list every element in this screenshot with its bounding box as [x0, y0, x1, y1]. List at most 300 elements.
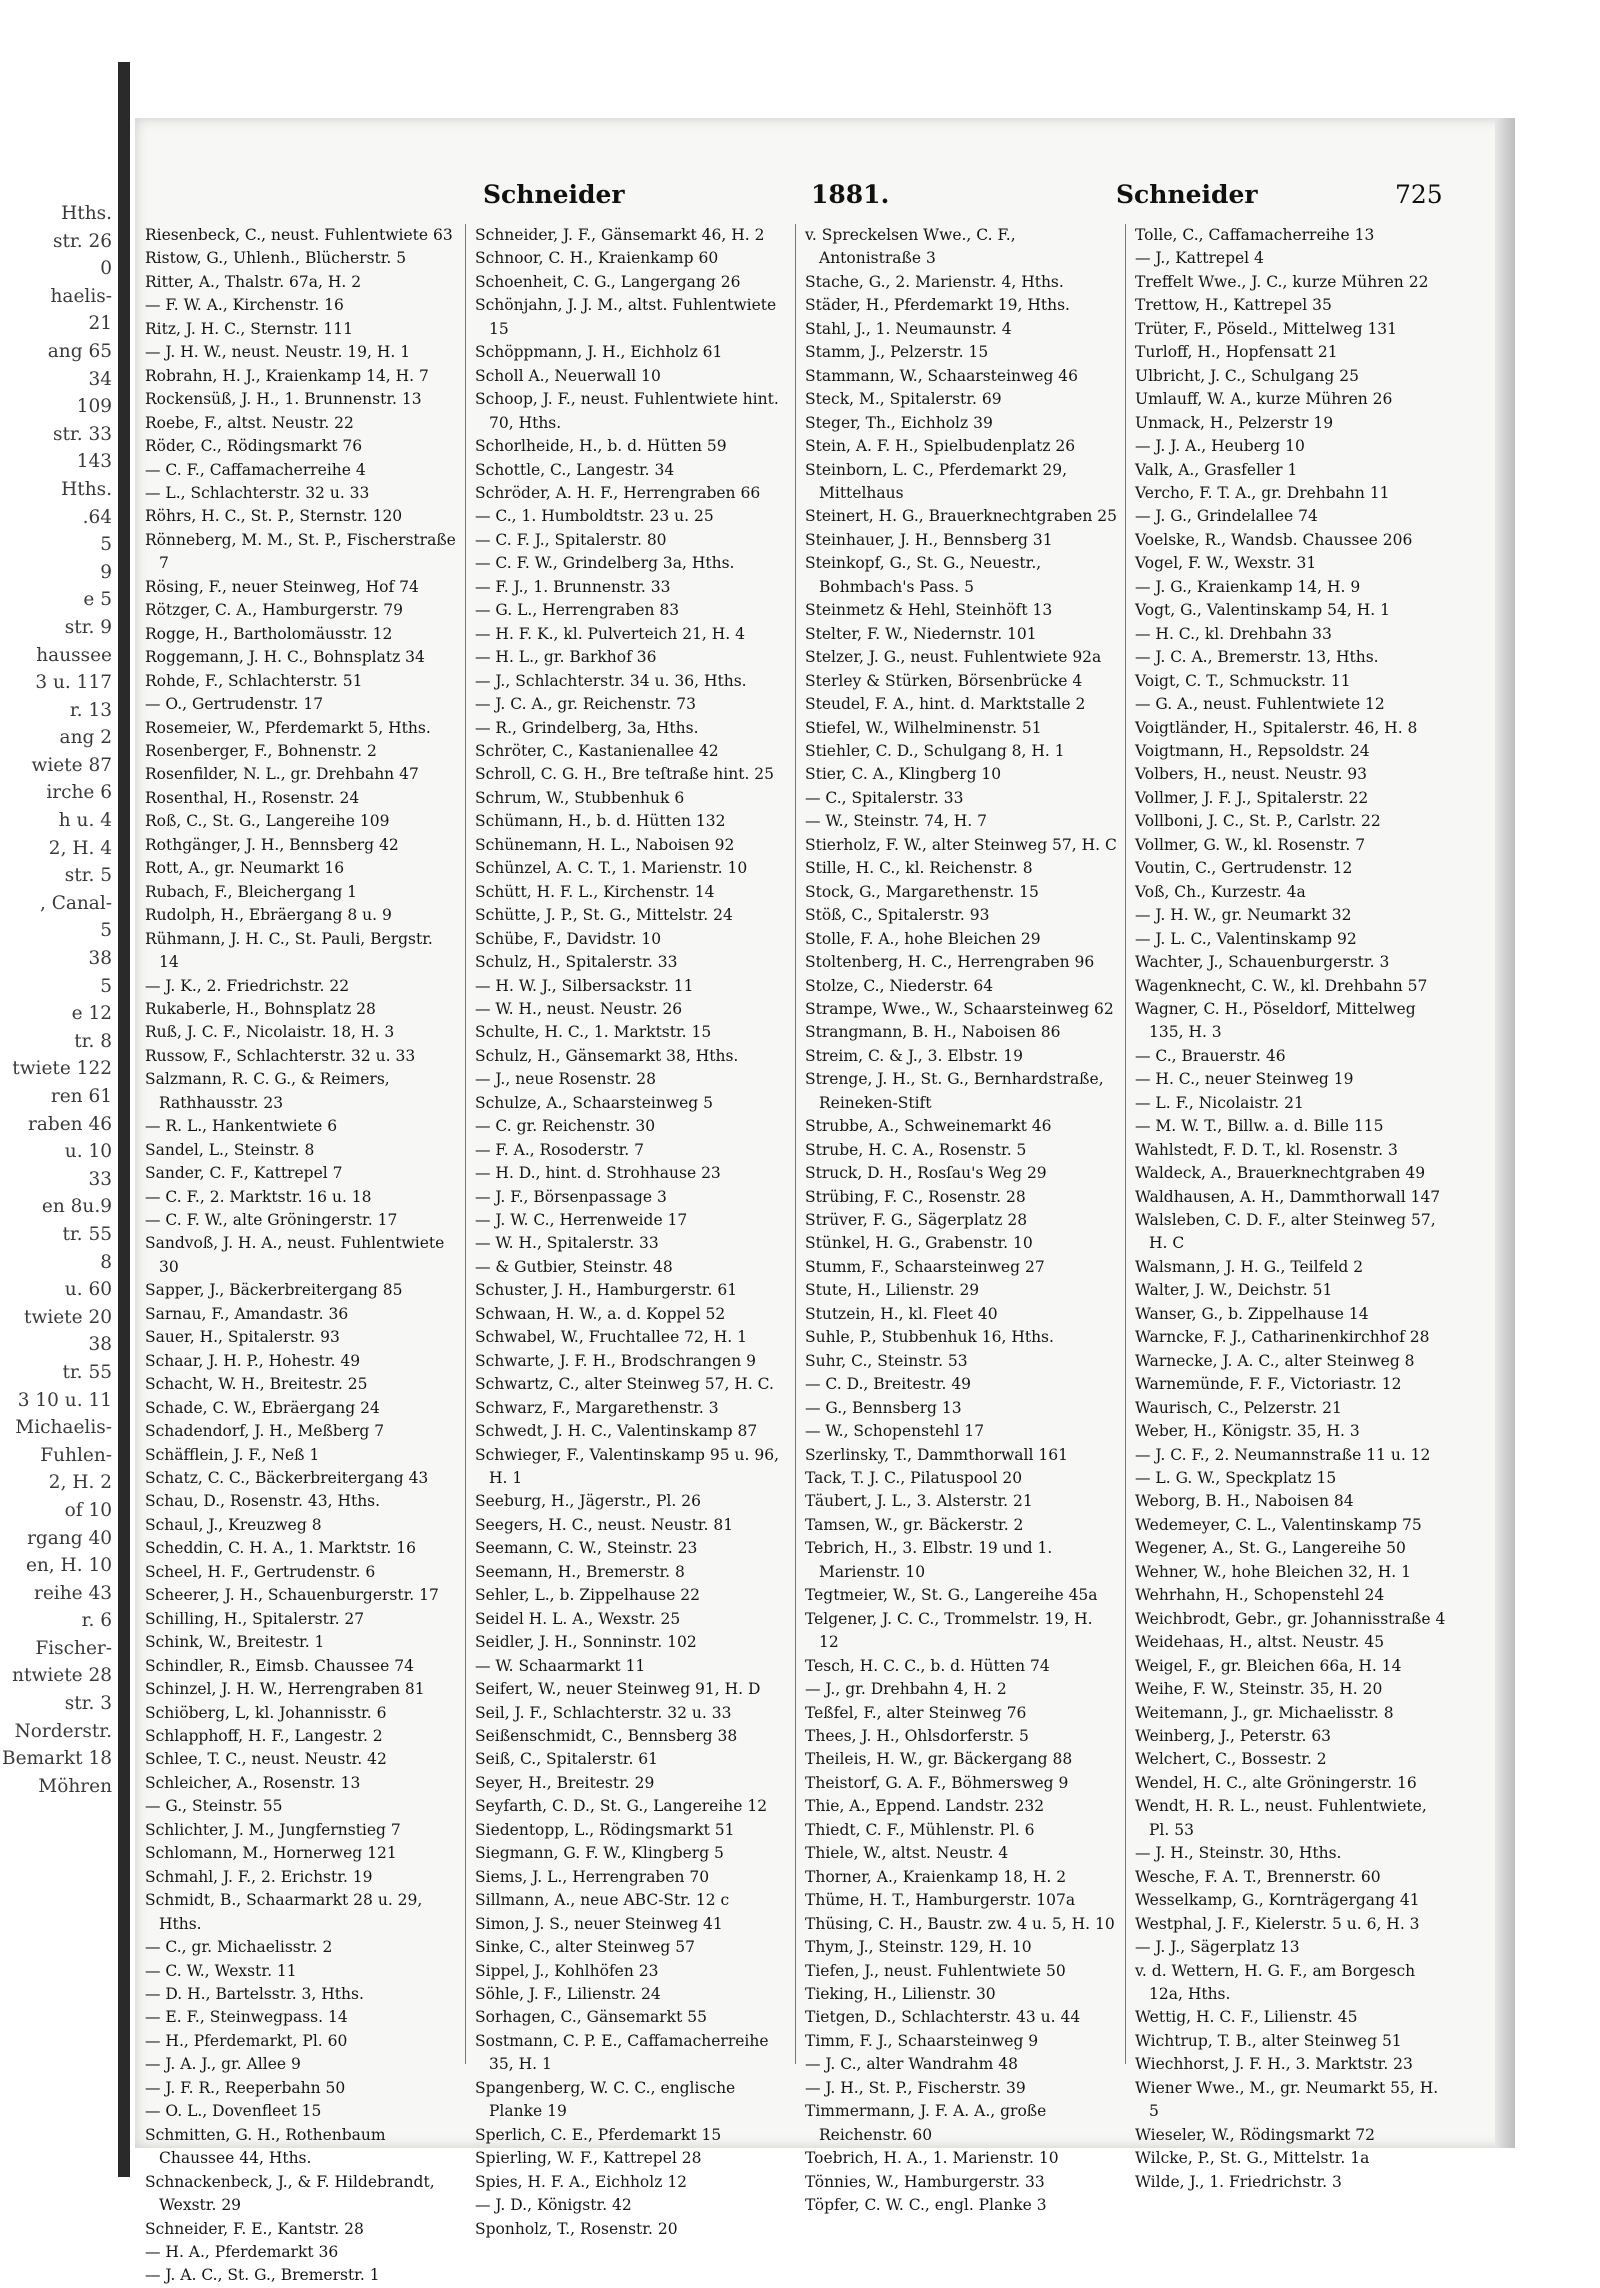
directory-entry: Rudolph, H., Ebräergang 8 u. 9	[145, 906, 392, 925]
directory-entry: Voigt, C. T., Schmuckstr. 11	[1135, 671, 1351, 690]
directory-entry: Scheddin, C. H. A., 1. Marktstr. 16	[145, 1539, 416, 1558]
directory-entry: Schünemann, H. L., Naboisen 92	[475, 835, 735, 854]
page-header	[185, 180, 1485, 214]
prev-page-line: 34	[88, 368, 112, 390]
directory-entry: Schottle, C., Langestr. 34	[475, 460, 675, 479]
directory-entry: Steger, Th., Eichholz 39	[805, 413, 993, 432]
directory-entry: Stolze, C., Niederstr. 64	[805, 976, 994, 995]
directory-entry: — C. F., 2. Marktstr. 16 u. 18	[145, 1187, 372, 1206]
directory-entry: Schübe, F., Davidstr. 10	[475, 929, 662, 948]
directory-entry: Wiechhorst, J. F. H., 3. Marktstr. 23	[1135, 2055, 1413, 2074]
directory-entry: — H. W. J., Silbersackstr. 11	[475, 976, 694, 995]
directory-entry: Treffelt Wwe., J. C., kurze Mühren 22	[1135, 272, 1429, 291]
directory-entry: Stache, G., 2. Marienstr. 4, Hths.	[805, 272, 1064, 291]
directory-entry: — J. F., Börsenpassage 3	[475, 1187, 667, 1206]
directory-entry: — J. C. A., Bremerstr. 13, Hths.	[1135, 648, 1379, 667]
directory-entry: Tack, T. J. C., Pilatuspool 20	[805, 1469, 1023, 1488]
directory-entry: — C. W., Wexstr. 11	[145, 1961, 297, 1980]
directory-entry: Seißenschmidt, C., Bennsberg 38	[475, 1727, 738, 1745]
directory-entry: — H. C., kl. Drehbahn 33	[1135, 624, 1332, 643]
directory-entry: — F. J., 1. Brunnenstr. 33	[475, 577, 671, 596]
directory-entry: — C. F. J., Spitalerstr. 80	[475, 530, 667, 549]
directory-entry: Steinert, H. G., Brauerknechtgraben 25	[805, 507, 1117, 526]
directory-entry: Thie, A., Eppend. Landstr. 232	[805, 1797, 1045, 1816]
directory-entry: Schwabel, W., Fruchtallee 72, H. 1	[475, 1328, 747, 1347]
directory-entry: Thüsing, C. H., Baustr. zw. 4 u. 5, H. 10	[805, 1914, 1115, 1933]
directory-entry: Salzmann, R. C. G., & Reimers, Rathhausstr. 23	[145, 1070, 390, 1112]
prev-page-line: Möhren	[38, 1775, 112, 1797]
directory-entry: — J., neue Rosenstr. 28	[475, 1070, 657, 1089]
directory-entry: — L. F., Nicolaistr. 21	[1135, 1093, 1304, 1112]
prev-page-line: str. 3	[64, 1693, 112, 1715]
prev-page-line: 5	[100, 975, 112, 997]
directory-entry: — F. W. A., Kirchenstr. 16	[145, 296, 344, 315]
directory-entry: Riesenbeck, C., neust. Fuhlentwiete 63	[145, 226, 453, 244]
directory-entry: — H., Pferdemarkt, Pl. 60	[145, 2031, 348, 2050]
directory-entry: Schleicher, A., Rosenstr. 13	[145, 1773, 361, 1792]
directory-entry: Seeburg, H., Jägerstr., Pl. 26	[475, 1492, 701, 1511]
directory-entry: — W., Schopenstehl 17	[805, 1422, 985, 1441]
prev-page-line: of 10	[64, 1499, 112, 1521]
directory-entry: — J., Schlachterstr. 34 u. 36, Hths.	[475, 671, 747, 690]
column-divider	[795, 224, 796, 2064]
scan-binding-edge	[118, 62, 130, 2177]
directory-entry: Siedentopp, L., Rödingsmarkt 51	[475, 1820, 735, 1839]
directory-entry: Voß, Ch., Kurzestr. 4a	[1135, 882, 1306, 901]
directory-entry: Seidel H. L. A., Wexstr. 25	[475, 1609, 681, 1628]
directory-entry: Rötzger, C. A., Hamburgerstr. 79	[145, 601, 403, 620]
directory-entry: Töpfer, C. W. C., engl. Planke 3	[805, 2196, 1047, 2215]
directory-entry: Schönjahn, J. J. M., altst. Fuhlentwiete 15	[475, 296, 777, 338]
directory-entry: Sterley & Stürken, Börsenbrücke 4	[805, 671, 1083, 690]
directory-entry: — J. C. F., 2. Neumannstraße 11 u. 12	[1135, 1445, 1431, 1464]
prev-page-line: r. 13	[69, 699, 112, 721]
directory-entry: Roebe, F., altst. Neustr. 22	[145, 413, 354, 432]
directory-entry: Valk, A., Grasfeller 1	[1135, 460, 1298, 479]
directory-entry: Schneider, J. F., Gänsemarkt 46, H. 2	[475, 226, 765, 244]
directory-entry: — R. L., Hankentwiete 6	[145, 1117, 338, 1136]
directory-entry: Rosenthal, H., Rosenstr. 24	[145, 788, 360, 807]
directory-entry: Rösing, F., neuer Steinweg, Hof 74	[145, 577, 419, 596]
directory-entry: Unmack, H., Pelzerstr 19	[1135, 413, 1334, 432]
directory-entry: — J. F. R., Reeperbahn 50	[145, 2078, 346, 2097]
prev-page-line: Norderstr.	[14, 1720, 112, 1742]
directory-entry: Stierholz, F. W., alter Steinweg 57, H. C	[805, 835, 1117, 854]
directory-entry: Rohde, F., Schlachterstr. 51	[145, 671, 363, 690]
prev-page-line: 2, H. 4	[48, 837, 112, 859]
prev-page-line: 8	[100, 1251, 112, 1273]
directory-entry: Seil, J. F., Schlachterstr. 32 u. 33	[475, 1703, 732, 1722]
directory-entry: Siems, J. L., Herrengraben 70	[475, 1867, 710, 1886]
previous-page-fragment	[0, 200, 112, 2000]
directory-entry: Seidler, J. H., Sonninstr. 102	[475, 1633, 697, 1652]
directory-entry: — J. D., Königstr. 42	[475, 2196, 632, 2215]
directory-entry: Schnackenbeck, J., & F. Hildebrandt, Wexstr. 29	[145, 2172, 435, 2215]
directory-entry: Tesch, H. C. C., b. d. Hütten 74	[805, 1656, 1050, 1675]
directory-entry: Wegener, A., St. G., Langereihe 50	[1135, 1539, 1406, 1558]
directory-entry: Schaul, J., Kreuzweg 8	[145, 1515, 322, 1534]
prev-page-line: r. 6	[81, 1610, 112, 1632]
directory-entry: Weihe, F. W., Steinstr. 35, H. 20	[1135, 1680, 1383, 1699]
directory-entry: — L. G. W., Speckplatz 15	[1135, 1469, 1337, 1488]
directory-entry: Roggemann, J. H. C., Bohnsplatz 34	[145, 648, 425, 667]
directory-entry: Timmermann, J. F. A. A., große Reichenstr. 60	[805, 2102, 1047, 2144]
prev-page-line: ren 61	[50, 1086, 112, 1107]
directory-entry: — J. K., 2. Friedrichstr. 22	[145, 976, 350, 995]
directory-entry: Stock, G., Margarethenstr. 15	[805, 882, 1039, 901]
prev-page-line: .64	[82, 506, 112, 528]
directory-entry: — G., Steinstr. 55	[145, 1797, 283, 1816]
directory-entry: Waldhausen, A. H., Dammthorwall 147	[1135, 1187, 1441, 1206]
directory-entry: Volbers, H., neust. Neustr. 93	[1135, 765, 1368, 784]
prev-page-line: 21	[88, 313, 112, 335]
prev-page-line: 9	[100, 561, 112, 583]
directory-entry: Vercho, F. T. A., gr. Drehbahn 11	[1135, 483, 1390, 502]
directory-entry: Sapper, J., Bäckerbreitergang 85	[145, 1281, 403, 1300]
directory-entry: Rott, A., gr. Neumarkt 16	[145, 859, 345, 878]
directory-entry: Ristow, G., Uhlenh., Blücherstr. 5	[145, 249, 407, 268]
directory-entry: Stahl, J., 1. Neumaunstr. 4	[805, 319, 1012, 338]
directory-entry: Weidehaas, H., altst. Neustr. 45	[1135, 1633, 1385, 1652]
directory-entry: — C. F. W., Grindelberg 3a, Hths.	[475, 554, 735, 573]
directory-entry: Theileis, H. W., gr. Bäckergang 88	[805, 1750, 1073, 1769]
directory-entry: Wesche, F. A. T., Brennerstr. 60	[1135, 1867, 1381, 1886]
directory-entry: Sippel, J., Kohlhöfen 23	[475, 1961, 659, 1980]
directory-entry: Steinborn, L. C., Pferdemarkt 29, Mittelhaus	[805, 460, 1068, 502]
prev-page-line: raben 46	[28, 1113, 112, 1135]
column-3	[805, 224, 1117, 2215]
directory-entry: Weinberg, J., Peterstr. 63	[1135, 1727, 1332, 1745]
directory-entry: Wettig, H. C. F., Lilienstr. 45	[1135, 2008, 1358, 2027]
header-year: 1881.	[811, 180, 890, 209]
directory-entry: — W. H., neust. Neustr. 26	[475, 999, 683, 1018]
directory-entry: Seifert, W., neuer Steinweg 91, H. D	[475, 1680, 761, 1699]
directory-entry: Strube, H. C. A., Rosenstr. 5	[805, 1140, 1027, 1159]
prev-page-line: irche 6	[46, 782, 112, 804]
page-fold-shadow	[1495, 118, 1515, 2148]
directory-entry: — G. A., neust. Fuhlentwiete 12	[1135, 695, 1385, 714]
directory-entry: Schlee, T. C., neust. Neustr. 42	[145, 1750, 387, 1769]
directory-entry: Wichtrup, T. B., alter Steinweg 51	[1135, 2031, 1402, 2050]
directory-entry: Weborg, B. H., Naboisen 84	[1135, 1492, 1354, 1511]
directory-entry: Stoltenberg, H. C., Herrengraben 96	[805, 953, 1095, 972]
directory-entry: Schünzel, A. C. T., 1. Marienstr. 10	[475, 859, 748, 878]
directory-entry: Schink, W., Breitestr. 1	[145, 1633, 325, 1652]
directory-entry: Tietgen, D., Schlachterstr. 43 u. 44	[805, 2008, 1081, 2027]
directory-entry: Wesselkamp, G., Kornträgergang 41	[1135, 1891, 1420, 1910]
directory-entry: Wiener Wwe., M., gr. Neumarkt 55, H. 5	[1135, 2078, 1439, 2121]
directory-entry: — W. H., Spitalerstr. 33	[475, 1234, 659, 1253]
directory-entry: Schiöberg, L, kl. Johannisstr. 6	[145, 1703, 387, 1722]
directory-entry: Sperlich, C. E., Pferdemarkt 15	[475, 2125, 722, 2144]
directory-entry: Ulbricht, J. C., Schulgang 25	[1135, 366, 1359, 385]
directory-entry: Sillmann, A., neue ABC-Str. 12 c	[475, 1891, 730, 1910]
directory-entry: Tieking, H., Lilienstr. 30	[805, 1984, 996, 2003]
directory-entry: Schwarz, F., Margarethenstr. 3	[475, 1398, 719, 1417]
directory-entry: Schinzel, J. H. W., Herrengraben 81	[145, 1680, 425, 1699]
prev-page-line: str. 26	[52, 230, 112, 252]
directory-entry: Städer, H., Pferdemarkt 19, Hths.	[805, 296, 1070, 315]
directory-entry: — R., Grindelberg, 3a, Hths.	[475, 718, 699, 737]
directory-entry: Schröter, C., Kastanienallee 42	[475, 741, 719, 760]
prev-page-line: 0	[100, 258, 112, 280]
directory-entry: Scheel, H. F., Gertrudenstr. 6	[145, 1562, 376, 1581]
prev-page-line: twiete 122	[12, 1058, 112, 1080]
directory-entry: Ruß, J. C. F., Nicolaistr. 18, H. 3	[145, 1023, 395, 1042]
directory-entry: Roß, C., St. G., Langereihe 109	[145, 812, 390, 831]
directory-entry: Sauer, H., Spitalerstr. 93	[145, 1328, 340, 1347]
directory-entry: Suhr, C., Steinstr. 53	[805, 1351, 968, 1370]
directory-entry: — C., 1. Humboldtstr. 23 u. 25	[475, 507, 714, 526]
prev-page-line: u. 60	[64, 1279, 112, 1301]
prev-page-line: 5	[100, 534, 112, 556]
directory-entry: Stille, H. C., kl. Reichenstr. 8	[805, 859, 1033, 878]
directory-entry: Robrahn, H. J., Kraienkamp 14, H. 7	[145, 366, 429, 385]
directory-entry: Westphal, J. F., Kielerstr. 5 u. 6, H. 3	[1135, 1914, 1420, 1933]
directory-entry: Rothgänger, J. H., Bennsberg 42	[145, 835, 399, 854]
directory-entry: Steck, M., Spitalerstr. 69	[805, 390, 1002, 409]
directory-entry: Wagenknecht, C. W., kl. Drehbahn 57	[1135, 976, 1428, 995]
directory-entry: Vollboni, J. C., St. P., Carlstr. 22	[1135, 812, 1381, 831]
directory-entry: Rosenberger, F., Bohnenstr. 2	[145, 741, 377, 760]
directory-entry: — C. F., Caffamacherreihe 4	[145, 460, 366, 479]
directory-entry: Schwaan, H. W., a. d. Koppel 52	[475, 1304, 726, 1323]
prev-page-line: 2, H. 2	[48, 1472, 112, 1494]
directory-entry: Vogel, F. W., Wexstr. 31	[1135, 554, 1317, 573]
directory-entry: Struck, D. H., Rosſau's Weg 29	[805, 1164, 1047, 1183]
prev-page-line: Fuhlen-	[40, 1444, 112, 1466]
directory-entry: Schümann, H., b. d. Hütten 132	[475, 812, 726, 831]
directory-entry: Röhrs, H. C., St. P., Sternstr. 120	[145, 507, 403, 526]
directory-entry: Siegmann, G. F. W., Klingberg 5	[475, 1844, 724, 1863]
prev-page-line: haussee	[36, 644, 112, 666]
directory-entry: Täubert, J. L., 3. Alsterstr. 21	[805, 1492, 1033, 1511]
directory-entry: Thüme, H. T., Hamburgerstr. 107a	[805, 1891, 1076, 1910]
directory-entry: Rosemeier, W., Pferdemarkt 5, Hths.	[145, 718, 431, 737]
prev-page-line: str. 9	[64, 616, 112, 638]
directory-entry: Strangmann, B. H., Naboisen 86	[805, 1023, 1061, 1042]
directory-entry: Steinhauer, J. H., Bennsberg 31	[805, 530, 1053, 549]
column-divider	[465, 224, 466, 2064]
directory-entry: Rukaberle, H., Bohnsplatz 28	[145, 999, 376, 1018]
directory-entry: Spierling, W. F., Kattrepel 28	[475, 2149, 702, 2168]
directory-entry: Vollmer, J. F. J., Spitalerstr. 22	[1135, 788, 1369, 807]
directory-entry: Schneider, F. E., Kantstr. 28	[145, 2219, 364, 2238]
directory-entry: Sarnau, F., Amandastr. 36	[145, 1304, 349, 1323]
prev-page-line: , Canal-	[39, 892, 112, 914]
directory-entry: Schlichter, J. M., Jungfernstieg 7	[145, 1820, 401, 1839]
directory-entry: Umlauff, W. A., kurze Mühren 26	[1135, 390, 1393, 409]
prev-page-line: 38	[88, 948, 112, 970]
directory-entry: Steinmetz & Hehl, Steinhöft 13	[805, 601, 1053, 620]
prev-page-line: h u. 4	[58, 810, 112, 832]
directory-entry: Stiehler, C. D., Schulgang 8, H. 1	[805, 741, 1065, 760]
prev-page-line: ang 65	[47, 340, 112, 362]
directory-entry: Wehner, W., hohe Bleichen 32, H. 1	[1135, 1562, 1411, 1581]
directory-entry: — J. A. C., St. G., Bremerstr. 1	[145, 2266, 380, 2285]
directory-entry: — H. C., neuer Steinweg 19	[1135, 1070, 1354, 1089]
directory-entry: Wendt, H. R. L., neust. Fuhlentwiete, Pl. 53	[1135, 1797, 1427, 1839]
directory-entry: Warncke, F. J., Catharinenkirchhof 28	[1135, 1328, 1430, 1347]
directory-entry: — J. H., Steinstr. 30, Hths.	[1135, 1844, 1342, 1863]
directory-entry: Schulz, H., Spitalerstr. 33	[475, 953, 678, 972]
directory-entry: Seegers, H. C., neust. Neustr. 81	[475, 1515, 734, 1534]
directory-entry: Rockensüß, J. H., 1. Brunnenstr. 13	[145, 390, 422, 409]
prev-page-line: tr. 55	[62, 1361, 112, 1383]
prev-page-line: 33	[88, 1168, 112, 1190]
directory-entry: — J. G., Kraienkamp 14, H. 9	[1135, 577, 1361, 596]
directory-entry: Simon, J. S., neuer Steinweg 41	[475, 1914, 723, 1933]
directory-entry: Wahlstedt, F. D. T., kl. Rosenstr. 3	[1135, 1140, 1398, 1159]
prev-page-line: str. 33	[52, 423, 112, 445]
prev-page-line: ang 2	[59, 727, 112, 749]
directory-entry: Stier, C. A., Klingberg 10	[805, 765, 1002, 784]
directory-entry: Russow, F., Schlachterstr. 32 u. 33	[145, 1046, 416, 1065]
directory-entry: Thorner, A., Kraienkamp 18, H. 2	[805, 1867, 1067, 1886]
prev-page-line: u. 10	[64, 1141, 112, 1163]
directory-entry: Schmahl, J. F., 2. Erichstr. 19	[145, 1867, 373, 1886]
directory-entry: Scheerer, J. H., Schauenburgerstr. 17	[145, 1586, 439, 1605]
directory-entry: Ritter, A., Thalstr. 67a, H. 2	[145, 272, 362, 291]
directory-entry: — F. A., Rosoderstr. 7	[475, 1140, 644, 1159]
directory-entry: Ritz, J. H. C., Sternstr. 111	[145, 319, 353, 338]
directory-entry: Weichbrodt, Gebr., gr. Johannisstraße 4	[1135, 1609, 1446, 1628]
directory-entry: Wagner, C. H., Pöseldorf, Mittelweg 135, H. 3	[1135, 999, 1416, 1042]
directory-entry: Voigtländer, H., Spitalerstr. 46, H. 8	[1135, 718, 1418, 737]
directory-entry: — C. F. W., alte Gröningerstr. 17	[145, 1211, 398, 1230]
directory-entry: Schilling, H., Spitalerstr. 27	[145, 1609, 365, 1628]
directory-entry: Schulte, H. C., 1. Marktstr. 15	[475, 1023, 712, 1042]
directory-entry: Weigel, F., gr. Bleichen 66a, H. 14	[1135, 1656, 1402, 1675]
directory-entry: Thiedt, C. F., Mühlenstr. Pl. 6	[805, 1820, 1035, 1839]
directory-entry: Schulze, A., Schaarsteinweg 5	[475, 1093, 714, 1112]
directory-entry: Stöß, C., Spitalerstr. 93	[805, 906, 990, 925]
directory-entry: — W., Steinstr. 74, H. 7	[805, 812, 987, 831]
directory-entry: Steinkopf, G., St. G., Neuestr., Bohmbach's Pass. 5	[805, 554, 1042, 596]
directory-entry: Warnemünde, F. F., Victoriastr. 12	[1135, 1375, 1402, 1394]
directory-entry: Rosenfilder, N. L., gr. Drehbahn 47	[145, 765, 419, 784]
directory-entry: — J., gr. Drehbahn 4, H. 2	[805, 1680, 1007, 1699]
directory-entry: Röder, C., Rödingsmarkt 76	[145, 437, 363, 456]
prev-page-line: 3 10 u. 11	[17, 1389, 112, 1411]
directory-entry: — C., Brauerstr. 46	[1135, 1046, 1286, 1065]
directory-entry: — J. C., alter Wandrahm 48	[805, 2055, 1019, 2074]
directory-entry: — J. A. J., gr. Allee 9	[145, 2055, 301, 2074]
directory-entry: Thiele, W., altst. Neustr. 4	[805, 1844, 1009, 1863]
directory-entry: Wieseler, W., Rödingsmarkt 72	[1135, 2125, 1375, 2144]
directory-entry: Waldeck, A., Brauerknechtgraben 49	[1135, 1164, 1426, 1183]
directory-entry: Scholl A., Neuerwall 10	[475, 366, 661, 385]
directory-entry: Vogt, G., Valentinskamp 54, H. 1	[1135, 601, 1390, 620]
prev-page-line: twiete 20	[24, 1306, 112, 1328]
prev-page-line: e 5	[83, 589, 112, 611]
directory-entry: Schnoor, C. H., Kraienkamp 60	[475, 249, 719, 268]
directory-entry: — E. F., Steinwegpass. 14	[145, 2008, 348, 2027]
directory-entry: Rubach, F., Bleichergang 1	[145, 882, 358, 901]
directory-entry: Stein, A. F. H., Spielbudenplatz 26	[805, 437, 1076, 456]
directory-entry: Wilde, J., 1. Friedrichstr. 3	[1135, 2172, 1342, 2191]
directory-entry: Stelzer, J. G., neust. Fuhlentwiete 92a	[805, 648, 1102, 667]
directory-entry: — L., Schlachterstr. 32 u. 33	[145, 483, 370, 502]
directory-entry: Spangenberg, W. C. C., englische Planke 19	[475, 2078, 736, 2121]
directory-entry: Walsmann, J. H. G., Teilfeld 2	[1135, 1257, 1364, 1276]
directory-entry: Strübing, F. C., Rosenstr. 28	[805, 1187, 1026, 1206]
directory-entry: Stutzein, H., kl. Fleet 40	[805, 1304, 998, 1323]
prev-page-line: reihe 43	[34, 1582, 112, 1604]
directory-entry: Stünkel, H. G., Grabenstr. 10	[805, 1234, 1033, 1253]
prev-page-line: Bemarkt 18	[1, 1748, 112, 1770]
directory-entry: Stammann, W., Schaarsteinweg 46	[805, 366, 1079, 385]
directory-entry: — J. H. W., neust. Neustr. 19, H. 1	[145, 343, 411, 362]
directory-entry: Strubbe, A., Schweinemarkt 46	[805, 1117, 1052, 1136]
directory-entry: Seemann, H., Bremerstr. 8	[475, 1562, 685, 1581]
directory-entry: Rogge, H., Bartholomäusstr. 12	[145, 624, 393, 643]
directory-entry: Stolle, F. A., hohe Bleichen 29	[805, 929, 1041, 948]
directory-entry: — J. G., Grindelallee 74	[1135, 507, 1318, 526]
directory-entry: Telgener, J. C. C., Trommelstr. 19, H. 12	[805, 1609, 1093, 1652]
directory-entry: — H. A., Pferdemarkt 36	[145, 2242, 339, 2261]
directory-entry: Timm, F. J., Schaarsteinweg 9	[805, 2031, 1039, 2050]
directory-entry: Waurisch, C., Pelzerstr. 21	[1135, 1398, 1342, 1417]
directory-entry: Schindler, R., Eimsb. Chaussee 74	[145, 1656, 414, 1675]
directory-entry: Strampe, Wwe., W., Schaarsteinweg 62	[805, 999, 1114, 1018]
column-divider	[1125, 224, 1126, 2064]
directory-entry: Schmitten, G. H., Rothenbaum Chaussee 44, Hths.	[145, 2125, 386, 2168]
prev-page-line: en 8u.9	[41, 1196, 112, 1218]
directory-entry: — H. F. K., kl. Pulverteich 21, H. 4	[475, 624, 746, 643]
directory-entry: Schwieger, F., Valentinskamp 95 u. 96, H. 1	[475, 1445, 780, 1488]
directory-entry: Streim, C. & J., 3. Elbstr. 19	[805, 1046, 1023, 1065]
prev-page-line: haelis-	[50, 285, 112, 307]
directory-entry: — G. L., Herrengraben 83	[475, 601, 680, 620]
directory-entry: — J. J., Sägerplatz 13	[1135, 1938, 1300, 1957]
directory-entry: Tolle, C., Caffamacherreihe 13	[1135, 226, 1375, 244]
directory-entry: Suhle, P., Stubbenhuk 16, Hths.	[805, 1328, 1054, 1347]
prev-page-line: tr. 8	[74, 1030, 112, 1052]
prev-page-line: 143	[76, 451, 112, 473]
directory-entry: Rönneberg, M. M., St. P., Fischerstraße 7	[145, 530, 456, 573]
directory-entry: Schau, D., Rosenstr. 43, Hths.	[145, 1492, 381, 1511]
directory-entry: Stumm, F., Schaarsteinweg 27	[805, 1257, 1045, 1276]
directory-entry: Stamm, J., Pelzerstr. 15	[805, 343, 989, 362]
directory-entry: Schoenheit, C. G., Langergang 26	[475, 272, 741, 291]
directory-entry: Schmidt, B., Schaarmarkt 28 u. 29, Hths.	[145, 1891, 423, 1933]
directory-entry: Szerlinsky, T., Dammthorwall 161	[805, 1445, 1068, 1464]
directory-page	[135, 118, 1515, 2285]
directory-entry: Sandvoß, J. H. A., neust. Fuhlentwiete 30	[145, 1234, 445, 1276]
header-left-word: Schneider	[483, 180, 625, 209]
prev-page-line: 3 u. 117	[35, 672, 112, 694]
directory-entry: — W. Schaarmarkt 11	[475, 1656, 646, 1675]
directory-entry: — J. C. A., gr. Reichenstr. 73	[475, 695, 696, 714]
prev-page-line: ntwiete 28	[12, 1665, 112, 1687]
directory-entry: v. d. Wettern, H. G. F., am Borgesch 12a, Hths.	[1135, 1961, 1416, 2003]
directory-entry: Sostmann, C. P. E., Caffamacherreihe 35, H. 1	[475, 2031, 769, 2074]
directory-entry: Schlomann, M., Hornerweg 121	[145, 1844, 397, 1863]
directory-entry: Tegtmeier, W., St. G., Langereihe 45a	[805, 1586, 1098, 1605]
prev-page-line: e 12	[71, 1003, 112, 1025]
directory-entry: Schorlheide, H., b. d. Hütten 59	[475, 437, 727, 456]
directory-entry: Rühmann, J. H. C., St. Pauli, Bergstr. 14	[145, 929, 433, 972]
directory-entry: — C., gr. Michaelisstr. 2	[145, 1938, 333, 1957]
directory-entry: — G., Bennsberg 13	[805, 1398, 962, 1417]
directory-entry: Wanser, G., b. Zippelhause 14	[1135, 1304, 1369, 1323]
directory-entry: Schroll, C. G. H., Bre teſtraße hint. 25	[475, 765, 775, 784]
directory-entry: — M. W. T., Billw. a. d. Bille 115	[1135, 1117, 1384, 1136]
prev-page-line: 109	[76, 396, 112, 418]
directory-entry: — J. J. A., Heuberg 10	[1135, 437, 1305, 456]
directory-entry: Wachter, J., Schauenburgerstr. 3	[1135, 953, 1390, 972]
